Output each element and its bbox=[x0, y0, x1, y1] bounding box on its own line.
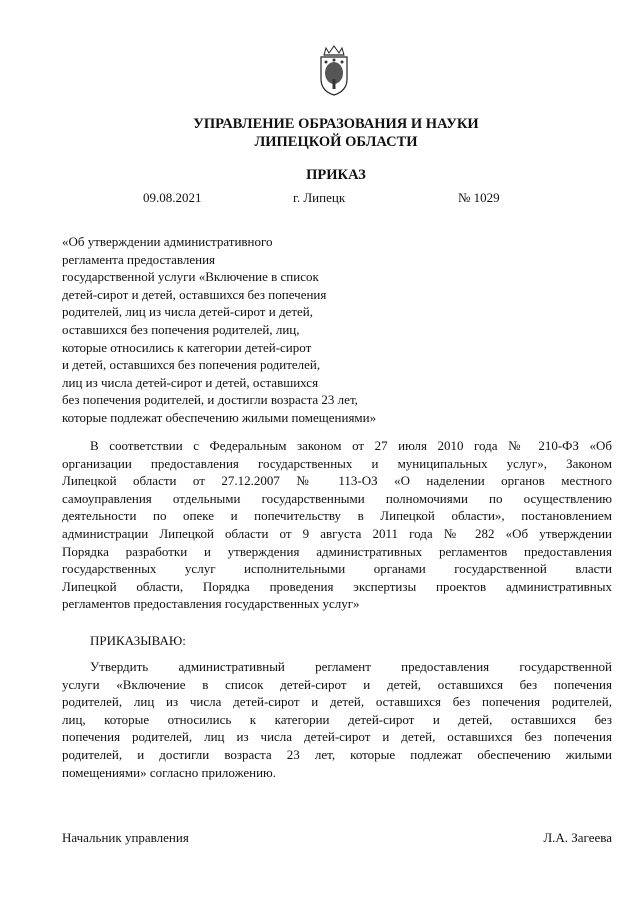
preamble-line: Липецкой области, Порядка проведения экспертизы проектов административных bbox=[62, 578, 612, 594]
organization-region: ЛИПЕЦКОЙ ОБЛАСТИ bbox=[254, 134, 418, 150]
signatory-name: Л.А. Загеева bbox=[543, 830, 612, 845]
subject-line: которые подлежат обеспечению жилыми помещениями» bbox=[62, 409, 377, 425]
document-type: ПРИКАЗ bbox=[306, 167, 366, 183]
subject-line: родителей, лиц из числа детей-сирот и детей, bbox=[62, 304, 313, 320]
decision-line: Утвердить административный регламент предоставления государственной bbox=[90, 659, 612, 674]
preamble-line: государственных услуг исполнительными органами государственной власти bbox=[62, 561, 612, 577]
subject-line: государственной услуги «Включение в список bbox=[62, 269, 319, 285]
preamble-line: самоуправления отдельными государственными полномочиями по осуществлению bbox=[62, 490, 612, 506]
order-date: 09.08.2021 bbox=[143, 190, 202, 205]
decision-paragraph bbox=[62, 658, 612, 781]
subject-line: регламента предоставления bbox=[62, 251, 216, 267]
preamble-paragraph bbox=[62, 437, 612, 613]
orders-heading: ПРИКАЗЫВАЮ: bbox=[90, 633, 186, 648]
preamble-line: деятельности по опеке и попечительству в Липецкой области», постановлением bbox=[62, 508, 612, 524]
preamble-line: Липецкой области от 27.12.2007 № 113-ОЗ «О наделении органов местного bbox=[62, 473, 612, 489]
lipetsk-coat-of-arms-icon bbox=[315, 45, 353, 97]
subject-line: оставшихся без попечения родителей, лиц, bbox=[62, 321, 300, 337]
order-number: № 1029 bbox=[458, 190, 500, 205]
preamble-line: администрации Липецкой области от 9 августа 2011 года № 282 «Об утверждении bbox=[62, 525, 612, 541]
decision-line: услуги «Включение в список детей-сирот и детей, оставшихся без попечения bbox=[62, 676, 612, 692]
subject-line: и детей, оставшихся без попечения родителей, bbox=[62, 357, 321, 373]
preamble-line: регламентов предоставления государственных услуг» bbox=[62, 596, 360, 612]
decision-line: помещениями» согласно приложению. bbox=[62, 764, 277, 780]
decision-line: попечения родителей, лиц из числа детей-сирот и детей, оставшихся без попечения bbox=[62, 729, 612, 745]
subject-line: лиц из числа детей-сирот и детей, оставшихся bbox=[62, 374, 319, 390]
subject-line: без попечения родителей, и достигли возраста 23 лет, bbox=[62, 392, 358, 408]
subject-line: «Об утверждении административного bbox=[62, 234, 273, 249]
order-subject bbox=[62, 233, 482, 427]
decision-line: родителей, и достигли возраста 23 лет, которые подлежат обеспечению жилыми bbox=[62, 746, 612, 762]
preamble-line: организации предоставления государственных и муниципальных услуг», Законом bbox=[62, 455, 612, 471]
subject-line: которые относились к категории детей-сирот bbox=[62, 339, 312, 355]
decision-line: лиц, которые относились к категории детей-сирот и детей, оставшихся без bbox=[62, 711, 612, 727]
preamble-line: Порядка разработки и утверждения административных регламентов предоставления bbox=[62, 543, 612, 559]
subject-line: детей-сирот и детей, оставшихся без попечения bbox=[62, 286, 327, 302]
signatory-role: Начальник управления bbox=[62, 830, 189, 845]
order-city: г. Липецк bbox=[293, 190, 346, 205]
organization-name: УПРАВЛЕНИЕ ОБРАЗОВАНИЯ И НАУКИ bbox=[193, 116, 479, 132]
preamble-line: В соответствии с Федеральным законом от 27 июля 2010 года № 210-ФЗ «Об bbox=[90, 438, 612, 453]
decision-line: родителей, лиц из числа детей-сирот и детей, оставшихся без попечения родителей, bbox=[62, 694, 612, 710]
